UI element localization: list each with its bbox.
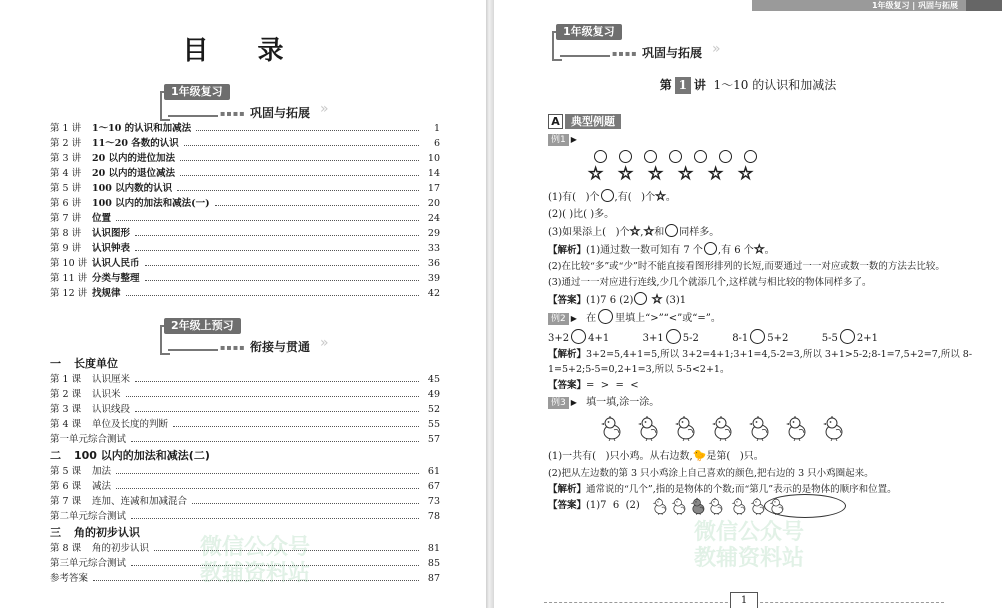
toc-entry xyxy=(50,286,440,301)
toc-leader xyxy=(135,381,419,382)
toc-leader xyxy=(184,145,419,146)
q-text: (1)有( xyxy=(548,192,577,203)
banner-tag: 1年级复习 xyxy=(164,84,230,100)
analysis-text: ,有 6 个 xyxy=(717,245,754,256)
play-arrow-icon: ▶ xyxy=(570,135,577,144)
toc-entry-title: 100 以内数的认识 xyxy=(92,183,173,194)
toc-entry xyxy=(50,166,440,181)
toc-entry xyxy=(50,121,440,136)
star-icon: ☆ xyxy=(651,292,663,306)
toc-entry-page: 24 xyxy=(427,213,440,224)
lesson-page xyxy=(494,0,1002,608)
analysis-text: 通常说的“几个”,指的是物体的个数;而“第几”表示的是物体的顺序和位置。 xyxy=(586,484,897,495)
section-letter: A xyxy=(548,114,563,129)
banner-subtitle: 巩固与拓展 xyxy=(642,46,703,60)
example-3-figure xyxy=(548,411,996,447)
q-text: (1)一共有( xyxy=(548,451,597,462)
answer-text: (1)7 6 (2) xyxy=(586,500,640,511)
answer-chicks xyxy=(652,497,788,521)
section-title: 典型例题 xyxy=(565,114,621,129)
circle-icon xyxy=(571,329,586,344)
toc-leader xyxy=(116,220,419,221)
book-gutter xyxy=(486,0,494,608)
watermark-line: 教辅资料站 xyxy=(693,546,804,571)
toc-entry-page: 10 xyxy=(427,153,440,164)
banner-grade1-review xyxy=(160,84,360,124)
q-text: 和 xyxy=(654,227,665,238)
toc-entry xyxy=(50,387,440,402)
toc-entry-page: 36 xyxy=(427,258,440,269)
running-head: 1年级复习 | 巩固与拓展 xyxy=(752,0,1002,11)
answer-text: = > = < xyxy=(586,380,639,391)
answer-label: 【答案】 xyxy=(548,380,587,391)
toc-entry xyxy=(50,181,440,196)
analysis-text: (3)通过一一对应进行连线,少几个就添几个,这样就与相比较的物体同样多了。 xyxy=(548,277,872,288)
toc-entry-page: 39 xyxy=(427,273,440,284)
toc-leader xyxy=(135,250,419,251)
toc-entry-page: 6 xyxy=(433,138,440,149)
toc-entry-number: 第 7 讲 xyxy=(50,213,82,224)
toc-entry-number: 第 7 课 xyxy=(50,496,82,507)
toc-entry xyxy=(50,432,440,447)
toc-entry-title: 找规律 xyxy=(92,288,121,299)
star-icon: ☆ xyxy=(678,164,694,184)
toc-entry-title: 认识线段 xyxy=(92,404,131,415)
toc-entry xyxy=(50,226,440,241)
toc-entry-number: 第 5 课 xyxy=(50,466,82,477)
answer-circle-ring xyxy=(764,494,846,518)
banner-grade1-review xyxy=(552,24,752,64)
banner-subtitle: 巩固与拓展 xyxy=(250,106,311,120)
toc-entry-title: 第二单元综合测试 xyxy=(50,511,127,522)
toc-leader xyxy=(196,130,419,131)
toc-entry-page: 81 xyxy=(427,543,440,554)
toc-entry-title: 连加、连减和加减混合 xyxy=(92,496,188,507)
example-2-items xyxy=(548,329,878,347)
banner-dots: ▪▪▪▪ xyxy=(612,49,638,58)
q-text: , xyxy=(640,227,644,238)
expr-right: 5+2 xyxy=(767,333,789,344)
toc-leader xyxy=(192,503,419,504)
circle-icon xyxy=(644,150,657,163)
toc-entry-number: 第 6 讲 xyxy=(50,198,82,209)
toc-entry-page: 52 xyxy=(427,404,440,415)
toc-entry-page: 67 xyxy=(427,481,440,492)
toc-entry-title: 单位及长度的判断 xyxy=(92,419,169,430)
q-text: (3)如果添上( xyxy=(548,227,607,238)
star-icon: ☆ xyxy=(753,242,765,256)
analysis-label: 【解析】 xyxy=(548,484,587,495)
lecture-heading xyxy=(494,76,1002,94)
toc-entry-number: 第 10 讲 xyxy=(50,258,88,269)
toc-entry-title: 20 以内的进位加法 xyxy=(92,153,176,164)
toc-leader xyxy=(131,441,419,442)
chick-icon xyxy=(708,497,725,521)
watermark-line: 微信公众号 xyxy=(693,520,804,545)
circle-icon xyxy=(619,150,632,163)
toc-entry-title: 认识人民币 xyxy=(92,258,140,269)
circle-icon xyxy=(704,242,717,255)
toc-entry-title: 参考答案 xyxy=(50,573,89,584)
expr-right: 5-2 xyxy=(682,333,699,344)
q-text: ,有( xyxy=(614,192,632,203)
example-1-q3 xyxy=(548,223,996,241)
chick-icon xyxy=(652,497,669,521)
toc-entry xyxy=(50,136,440,151)
toc-entry xyxy=(50,151,440,166)
toc-entry-number: 第 12 讲 xyxy=(50,288,88,299)
banner-line xyxy=(168,115,218,117)
comparison-item xyxy=(643,329,699,347)
banner-tag: 2年级上预习 xyxy=(164,318,241,334)
toc-entry-title: 认识钟表 xyxy=(92,243,131,254)
toc-leader xyxy=(116,488,419,489)
example-2-answer xyxy=(548,377,996,394)
toc-leader xyxy=(145,265,419,266)
unit-title: 角的初步认识 xyxy=(74,526,140,539)
toc-entry xyxy=(50,372,440,387)
toc-entry-number: 第 8 讲 xyxy=(50,228,82,239)
analysis-label: 【解析】 xyxy=(548,245,587,256)
expr-left: 3+1 xyxy=(642,333,664,344)
star-icon: ☆ xyxy=(708,164,724,184)
q-text: 同样多。 xyxy=(679,227,720,238)
answer-text: (3)1 xyxy=(662,295,687,306)
toc-leader xyxy=(180,160,419,161)
q-text: )个 xyxy=(585,192,600,203)
toc-entry-title: 第一单元综合测试 xyxy=(50,434,127,445)
q-text: )个 xyxy=(615,227,630,238)
chick-icon xyxy=(690,497,707,521)
expr-left: 5-5 xyxy=(821,333,838,344)
circle-icon xyxy=(665,224,678,237)
comparison-item xyxy=(548,329,609,347)
lecture-prefix: 第 xyxy=(659,78,672,92)
toc-entry xyxy=(50,241,440,256)
toc-entry-title: 角的初步认识 xyxy=(92,543,150,554)
toc-entry-title: 位置 xyxy=(92,213,112,224)
example-1-answer xyxy=(548,291,996,309)
example-1-q1 xyxy=(548,188,996,206)
chick-icon xyxy=(785,415,809,441)
chick-icon xyxy=(731,497,748,521)
analysis-text: (2)在比较“多”或“少”时不能直接看图形排列的长短,而要通过一一对应或数一数的方法去比较。 xyxy=(548,261,945,272)
circle-icon xyxy=(719,150,732,163)
toc-entry-number: 第 1 讲 xyxy=(50,123,82,134)
toc-entry xyxy=(50,464,440,479)
star-icon: ☆ xyxy=(655,189,666,203)
toc-entry-page: 42 xyxy=(427,288,440,299)
prompt-text: 里填上“>”“<”或“=”。 xyxy=(615,313,721,324)
analysis-label: 【解析】 xyxy=(548,349,587,360)
star-icon: ☆ xyxy=(618,164,634,184)
example-3-q1 xyxy=(548,447,996,465)
toc-leader xyxy=(177,190,419,191)
analysis-text: 。 xyxy=(764,245,775,256)
toc-leader xyxy=(180,175,419,176)
toc-entry xyxy=(50,196,440,211)
example-label: 例2 xyxy=(548,313,569,325)
page-number: 1 xyxy=(730,592,758,608)
toc-entry-page: 17 xyxy=(427,183,440,194)
example-3-header xyxy=(548,394,996,411)
q-text: )个 xyxy=(641,192,656,203)
toc-entry-number: 第 4 讲 xyxy=(50,168,82,179)
toc-page xyxy=(0,0,486,608)
chick-icon: 🐤 xyxy=(692,449,707,462)
example-3-analysis xyxy=(548,482,996,497)
toc-entry-page: 55 xyxy=(427,419,440,430)
q-text: )只小鸡。从右边数, xyxy=(605,451,693,462)
toc-entry xyxy=(50,494,440,509)
q-text: 是第( xyxy=(706,451,731,462)
toc-entry-number: 第 3 讲 xyxy=(50,153,82,164)
toc-entry-number: 第 2 讲 xyxy=(50,138,82,149)
toc-entry-title: 11～20 各数的认识 xyxy=(92,138,179,149)
toc-entry-page: 20 xyxy=(427,198,440,209)
banner-dots: ▪▪▪▪ xyxy=(220,109,246,118)
toc-entry-page: 33 xyxy=(427,243,440,254)
toc-entry-page: 45 xyxy=(427,374,440,385)
circle-icon xyxy=(666,329,681,344)
prompt-text: 在 xyxy=(586,313,597,324)
answer-label: 【答案】 xyxy=(548,295,587,306)
toc-leader xyxy=(116,473,419,474)
toc-entry-title: 加法 xyxy=(92,466,112,477)
example-3-answer xyxy=(548,497,996,519)
circle-icon xyxy=(598,309,613,324)
toc-entry xyxy=(50,256,440,271)
toc-leader xyxy=(126,396,419,397)
double-chevron-icon: » xyxy=(320,101,329,117)
banner-tag: 1年级复习 xyxy=(556,24,622,40)
double-chevron-icon: » xyxy=(712,41,721,57)
toc-leader xyxy=(215,205,419,206)
answer-label: 【答案】 xyxy=(548,500,587,511)
toc-entry xyxy=(50,402,440,417)
toc-entry xyxy=(50,211,440,226)
banner-line xyxy=(168,349,218,351)
chick-icon xyxy=(748,415,772,441)
circle-icon xyxy=(669,150,682,163)
circle-icon xyxy=(750,329,765,344)
toc-entry-page: 29 xyxy=(427,228,440,239)
example-1-figure xyxy=(548,148,996,188)
lecture-suffix: 讲 xyxy=(693,78,706,92)
banner-line xyxy=(560,55,610,57)
toc-entry-number: 第 2 课 xyxy=(50,389,82,400)
lecture-title: 1～10 的认识和加减法 xyxy=(713,78,837,92)
example-2-analysis xyxy=(548,347,996,377)
page-title: 目 录 xyxy=(182,36,304,66)
toc-entry-page: 85 xyxy=(427,558,440,569)
toc-unit-heading xyxy=(50,355,440,372)
chick-icon xyxy=(822,415,846,441)
toc-leader xyxy=(135,411,419,412)
circle-icon xyxy=(840,329,855,344)
chick-icon xyxy=(600,415,624,441)
answer-text: (1)7 6 (2) xyxy=(586,295,634,306)
chick-icon xyxy=(671,497,688,521)
unit-number: 三 xyxy=(50,526,61,539)
circle-icon xyxy=(594,150,607,163)
watermark xyxy=(185,535,325,587)
toc-leader xyxy=(131,518,419,519)
toc-entry-number: 第 11 讲 xyxy=(50,273,88,284)
circle-icon xyxy=(744,150,757,163)
unit-number: 二 xyxy=(50,449,61,462)
expr-right: 4+1 xyxy=(588,333,610,344)
chick-icon xyxy=(711,415,735,441)
expr-left: 8-1 xyxy=(732,333,749,344)
toc-entry-number: 第 5 讲 xyxy=(50,183,82,194)
play-arrow-icon: ▶ xyxy=(570,314,577,323)
toc-entry-number: 第 6 课 xyxy=(50,481,82,492)
q-text: )只。 xyxy=(739,451,764,462)
toc-entry-title: 分类与整理 xyxy=(92,273,140,284)
comparison-item xyxy=(732,329,788,347)
toc-leader xyxy=(173,426,419,427)
toc-entry-title: 认识图形 xyxy=(92,228,131,239)
toc-entry xyxy=(50,509,440,524)
toc-unit-heading xyxy=(50,447,440,464)
banner-dots: ▪▪▪▪ xyxy=(220,343,246,352)
analysis-text: (1)通过数一数可知有 7 个 xyxy=(586,245,703,256)
double-chevron-icon: » xyxy=(320,335,329,351)
example-label: 例1 xyxy=(548,134,569,146)
toc-entry-title: 认识厘米 xyxy=(92,374,131,385)
toc-leader xyxy=(135,235,419,236)
toc-entry-page: 1 xyxy=(433,123,440,134)
star-icon: ☆ xyxy=(629,224,641,238)
star-icon: ☆ xyxy=(643,224,655,238)
toc-entry-title: 20 以内的退位减法 xyxy=(92,168,176,179)
toc-entry-number: 第 3 课 xyxy=(50,404,82,415)
prompt-text: 填一填,涂一涂。 xyxy=(586,397,660,408)
example-3-q2: (2)把从左边数的第 3 只小鸡涂上自己喜欢的颜色,把右边的 3 只小鸡圈起来。 xyxy=(548,468,874,479)
example-1-analysis xyxy=(548,241,996,259)
example-1-q2: (2)( )比( )多。 xyxy=(548,209,615,220)
toc-entry xyxy=(50,417,440,432)
toc-entry-page: 87 xyxy=(427,573,440,584)
example-label: 例3 xyxy=(548,397,569,409)
q-text: 。 xyxy=(665,192,676,203)
play-arrow-icon: ▶ xyxy=(570,398,577,407)
circle-icon xyxy=(634,292,647,305)
comparison-item xyxy=(822,329,878,347)
toc-grade1-list xyxy=(50,121,440,301)
toc-entry-page: 61 xyxy=(427,466,440,477)
expr-right: 2+1 xyxy=(856,333,878,344)
toc-entry-title: 100 以内的加法和减法(一) xyxy=(92,198,210,209)
banner-subtitle: 衔接与贯通 xyxy=(250,340,311,354)
toc-entry-number: 第 9 讲 xyxy=(50,243,82,254)
toc-leader xyxy=(126,295,419,296)
toc-entry-number: 第 4 课 xyxy=(50,419,82,430)
toc-entry-page: 14 xyxy=(427,168,440,179)
chick-icon xyxy=(674,415,698,441)
toc-entry-title: 第三单元综合测试 xyxy=(50,558,127,569)
banner-grade2-preview xyxy=(160,318,360,358)
circle-icon xyxy=(601,189,614,202)
toc-entry-page: 49 xyxy=(427,389,440,400)
toc-entry-page: 73 xyxy=(427,496,440,507)
toc-entry-page: 78 xyxy=(427,511,440,522)
star-icon: ☆ xyxy=(588,164,604,184)
toc-entry-title: 减法 xyxy=(92,481,112,492)
lesson-body xyxy=(548,114,996,519)
circle-icon xyxy=(694,150,707,163)
watermark-line: 教辅资料站 xyxy=(199,561,310,586)
watermark xyxy=(674,520,824,572)
toc-leader xyxy=(145,280,419,281)
chick-icon xyxy=(750,497,767,521)
lecture-number: 1 xyxy=(675,77,691,94)
chick-icon xyxy=(637,415,661,441)
analysis-text: 3+2=5,4+1=5,所以 3+2=4+1;3+1=4,5-2=3,所以 3+1>5-2;8-1=7,5+2=7,所以 8-1=5+2;5-5=0,2+1=3,所以 5-5<2+1。 xyxy=(548,349,973,375)
unit-title: 100 以内的加法和减法(二) xyxy=(74,449,210,462)
toc-entry xyxy=(50,271,440,286)
toc-entry-number: 第 8 课 xyxy=(50,543,82,554)
star-icon: ☆ xyxy=(738,164,754,184)
expr-left: 3+2 xyxy=(548,333,570,344)
section-header xyxy=(548,114,621,129)
example-2-header xyxy=(548,309,996,327)
toc-entry-number: 第 1 课 xyxy=(50,374,82,385)
toc-entry-title: 1～10 的认识和加减法 xyxy=(92,123,192,134)
toc-entry-title: 认识米 xyxy=(92,389,121,400)
example-1-header xyxy=(548,131,996,148)
unit-title: 长度单位 xyxy=(74,357,118,370)
unit-number: 一 xyxy=(50,357,61,370)
watermark-line: 微信公众号 xyxy=(199,535,310,560)
toc-entry-page: 57 xyxy=(427,434,440,445)
star-icon: ☆ xyxy=(648,164,664,184)
toc-entry xyxy=(50,479,440,494)
